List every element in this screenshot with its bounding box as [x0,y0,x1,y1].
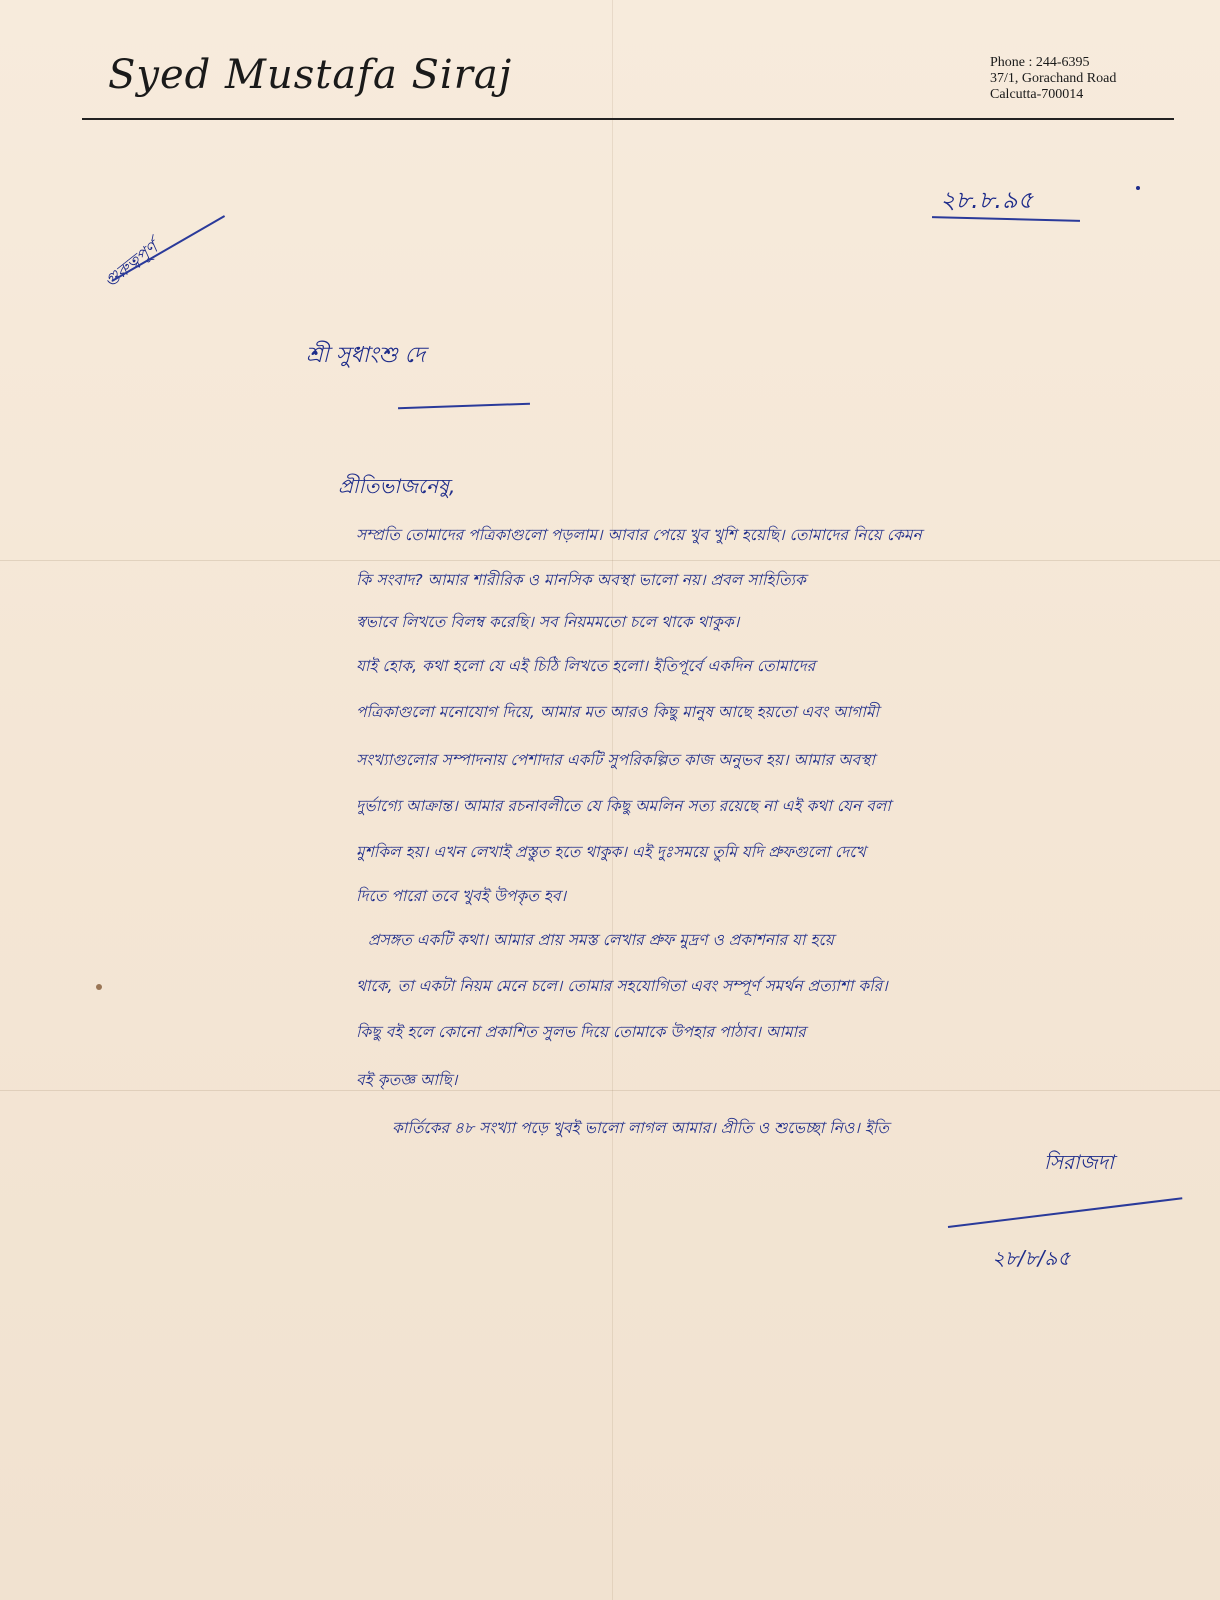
letterhead-address-line2: Calcutta-700014 [990,87,1084,102]
body-line: দুর্ভাগ্যে আক্রান্ত। আমার রচনাবলীতে যে কিছু অমলিন সত্য রয়েছে না এই কথা যেন বলা [356,797,891,815]
letterhead-name: Syed Mustafa Siraj [108,52,513,98]
paper-fold-line [0,560,1220,561]
letterhead-rule [82,118,1174,120]
body-line: মুশকিল হয়। এখন লেখাই প্রস্তুত হতে থাকুক। এই দুঃসময়ে তুমি যদি প্রুফগুলো দেখে [356,843,866,861]
body-line: প্রসঙ্গত একটি কথা। আমার প্রায় সমস্ত লেখার প্রুফ মুদ্রণ ও প্রকাশনার যা হয়ে [368,931,834,949]
recipient-underline [398,403,530,410]
closing-date: ২৮/৮/৯৫ [992,1246,1071,1270]
body-line: স্বভাবে লিখতে বিলম্ব করেছি। সব নিয়মমতো চলে থাকে থাকুক। [356,613,740,631]
body-line: থাকে, তা একটা নিয়ম মেনে চলে। তোমার সহযোগিতা এবং সম্পূর্ণ সমর্থন প্রত্যাশা করি। [356,977,888,995]
letterhead-phone: Phone : 244-6395 [990,55,1090,70]
body-line: কি সংবাদ? আমার শারীরিক ও মানসিক অবস্থা ভালো নয়। প্রবল সাহিত্যিক [356,571,806,589]
margin-note-stroke [112,215,226,282]
salutation: প্রীতিভাজনেষু, [338,474,456,498]
body-line: কার্তিকের ৪৮ সংখ্যা পড়ে খুবই ভালো লাগল আমার। প্রীতি ও শুভেচ্ছা নিও। ইতি [392,1119,889,1137]
letter-date-top: ২৮.৮.৯৫ [940,186,1034,214]
signoff-signature: সিরাজদা [1044,1150,1114,1174]
body-line: দিতে পারো তবে খুবই উপকৃত হব। [356,887,567,905]
body-line: কিছু বই হলে কোনো প্রকাশিত সুলভ দিয়ে তোমাকে উপহার পাঠাব। আমার [356,1023,806,1041]
body-line: যাই হোক, কথা হলো যে এই চিঠি লিখতে হলো। ইতিপূর্বে একদিন তোমাদের [356,657,816,675]
signature-stroke [948,1197,1182,1228]
body-line: বই কৃতজ্ঞ আছি। [356,1071,458,1089]
margin-note: গুরুত্বপূর্ণ [100,238,162,293]
letterhead-contact [990,55,1116,103]
paper-stain [96,984,102,990]
paper-fold-line [0,1090,1220,1091]
body-line: সংখ্যাগুলোর সম্পাদনায় পেশাদার একটি সুপরিকল্পিত কাজ অনুভব হয়। আমার অবস্থা [356,751,875,769]
body-line: পত্রিকাগুলো মনোযোগ দিয়ে, আমার মত আরও কিছু মানুষ আছে হয়তো এবং আগামী [356,703,879,721]
body-line: সম্প্রতি তোমাদের পত্রিকাগুলো পড়লাম। আবার পেয়ে খুব খুশি হয়েছি। তোমাদের নিয়ে কেমন [356,526,922,544]
ink-dot [1136,186,1140,190]
letterhead-address-line1: 37/1, Gorachand Road [990,71,1117,86]
recipient-name: শ্রী সুধাংশু দে [306,343,426,368]
